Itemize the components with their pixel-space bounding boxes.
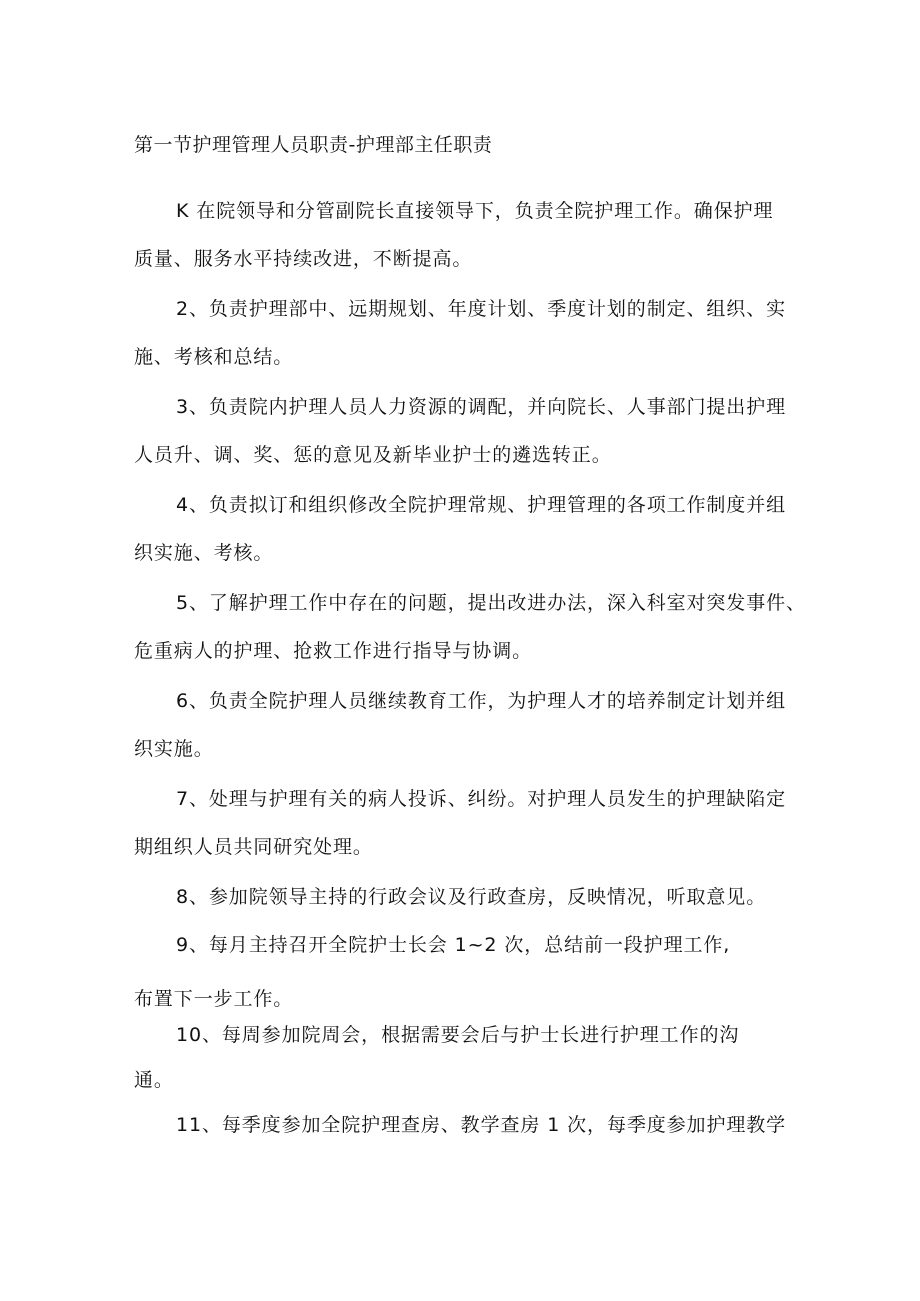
paragraph-10-line-1: 10、每周参加院周会，根据需要会后与护士长进行护理工作的沟 (176, 1024, 740, 1046)
paragraph-2-line-2: 施、考核和总结。 (134, 346, 294, 368)
paragraph-9-line-1: 9、每月主持召开全院护士长会 1~2 次，总结前一段护理工作, (176, 934, 731, 956)
paragraph-7-line-2: 期组织人员共同研究处理。 (134, 836, 373, 858)
paragraph-5-line-1: 5、了解护理工作中存在的问题，提出改进办法，深入科室对突发事件、 (176, 592, 806, 614)
paragraph-4-line-1: 4、负责拟订和组织修改全院护理常规、护理管理的各项工作制度并组 (176, 494, 786, 516)
paragraph-10-line-2: 通。 (134, 1069, 174, 1091)
document-title: 第一节护理管理人员职责-护理部主任职责 (134, 134, 493, 156)
paragraph-9-line-2: 布置下一步工作。 (134, 988, 294, 1010)
paragraph-4-line-2: 织实施、考核。 (134, 542, 274, 564)
paragraph-11-line-1: 11、每季度参加全院护理查房、教学查房 1 次，每季度参加护理教学 (176, 1114, 787, 1136)
paragraph-5-line-2: 危重病人的护理、抢救工作进行指导与协调。 (134, 640, 533, 662)
paragraph-1-line-1: K 在院领导和分管副院长直接领导下，负责全院护理工作。确保护理 (176, 200, 774, 222)
paragraph-3-line-1: 3、负责院内护理人员人力资源的调配，并向院长、人事部门提出护理 (176, 396, 786, 418)
paragraph-7-line-1: 7、处理与护理有关的病人投诉、纠纷。对护理人员发生的护理缺陷定 (176, 788, 786, 810)
paragraph-6-line-2: 织实施。 (134, 738, 214, 760)
paragraph-3-line-2: 人员升、调、奖、惩的意见及新毕业护士的遴选转正。 (134, 444, 612, 466)
paragraph-1-line-2: 质量、服务水平持续改进，不断提高。 (134, 248, 473, 270)
paragraph-8-line-1: 8、参加院领导主持的行政会议及行政查房，反映情况，听取意见。 (176, 886, 767, 908)
paragraph-6-line-1: 6、负责全院护理人员继续教育工作，为护理人才的培养制定计划并组 (176, 690, 786, 712)
paragraph-2-line-1: 2、负责护理部中、远期规划、年度计划、季度计划的制定、组织、实 (176, 298, 786, 320)
